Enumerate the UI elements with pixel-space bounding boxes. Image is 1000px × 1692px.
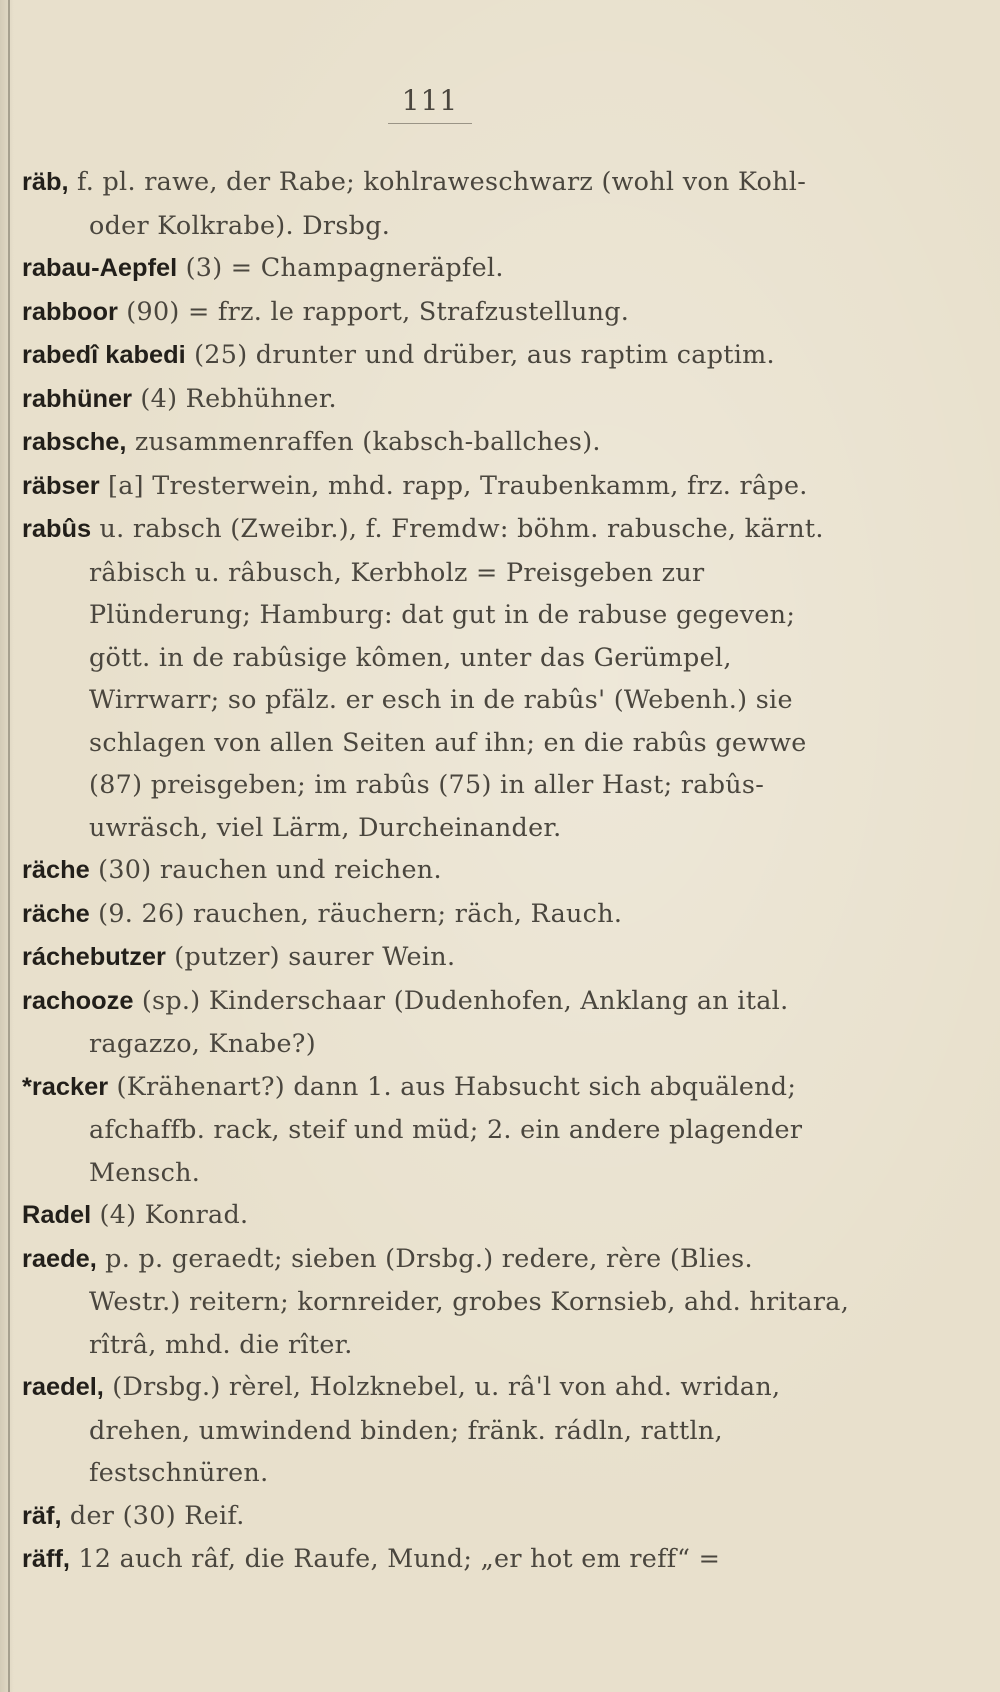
dictionary-entry xyxy=(22,979,852,1065)
entry-definition: f. pl. rawe, der Rabe; kohlraweschwarz (wohl von Kohl- oder Kolkrabe). Drsbg. xyxy=(68,166,807,240)
entry-headword: rabau-Aepfel xyxy=(22,254,178,282)
entry-headword: Radel xyxy=(22,1201,92,1229)
dictionary-entry xyxy=(22,246,852,290)
entry-headword: raedel, xyxy=(22,1373,104,1401)
entry-definition: (Drsbg.) rèrel, Holzknebel, u. râ'l von ahd. wridan, drehen, umwindend binden; fränk. rádln, rattln, festschnüren. xyxy=(89,1371,781,1487)
entry-headword: räche xyxy=(22,899,90,928)
entry-headword: rabedî kabedi xyxy=(22,341,186,369)
entry-headword: räb, xyxy=(22,168,69,196)
entry-headword: räf, xyxy=(22,1501,62,1530)
entry-headword: ráchebutzer xyxy=(22,943,166,971)
entry-definition: (9. 26) rauchen, räuchern; räch, Rauch. xyxy=(89,897,623,928)
entry-definition: p. p. geraedt; sieben (Drsbg.) redere, rère (Blies. Westr.) reitern; kornreider, grobes Kornsieb, ahd. hritara, rîtrâ, mhd. die rîter. xyxy=(89,1242,850,1359)
dictionary-entry xyxy=(22,1065,852,1194)
entry-definition: 12 auch râf, die Raufe, Mund; „er hot em reff“ = xyxy=(69,1543,721,1573)
entry-headword: *racker xyxy=(22,1072,109,1101)
entry-definition: (Krähenart?) dann 1. aus Habsucht sich abquälend; afchaffb. rack, steif und müd; 2. ein andere plagender Mensch. xyxy=(89,1070,803,1187)
entry-headword: rachooze xyxy=(22,986,134,1015)
dictionary-entry xyxy=(22,848,852,892)
dictionary-entry xyxy=(22,333,852,377)
page-number: 111 xyxy=(401,84,459,117)
entry-headword: räff, xyxy=(22,1545,70,1573)
entry-definition: zusammenraffen (kabsch-ballches). xyxy=(126,426,601,456)
entry-headword: rabûs xyxy=(22,515,92,543)
dictionary-entry xyxy=(22,1494,852,1538)
dictionary-entry xyxy=(22,1193,852,1237)
entry-definition: (4) Rebhühner. xyxy=(132,382,337,413)
dictionary-entry xyxy=(22,1237,852,1366)
entry-definition: (90) = frz. le rapport, Strafzustellung. xyxy=(117,295,630,326)
page-edge xyxy=(8,0,10,1692)
dictionary-entry xyxy=(22,1365,852,1494)
entry-headword: raede, xyxy=(22,1244,97,1273)
entry-definition: (3) = Champagneräpfel. xyxy=(177,252,504,282)
dictionary-entry xyxy=(22,892,852,936)
dictionary-entry xyxy=(22,160,852,246)
entry-definition: u. rabsch (Zweibr.), f. Fremdw: böhm. rabusche, kärnt. râbisch u. râbusch, Kerbholz = Preisgeben zur Plünderung; Hamburg: dat gut in de rabuse gegeven; gött. in de rabûsige kômen, unter das Gerümpel, Wirrwarr; so pfälz. er esch in de rabûs' (Webenh.) sie schlagen von allen Seiten auf ihn; en die rabûs gewwe (87) preisgeben; im rabûs (75) in aller Hast; rabûs-uwräsch, viel Lärm, Durcheinander. xyxy=(89,513,824,842)
dictionary-entry xyxy=(22,507,852,848)
entry-definition: (30) rauchen und reichen. xyxy=(89,854,442,884)
entry-definition: (sp.) Kinderschaar (Dudenhofen, Anklang an ital. ragazzo, Knabe?) xyxy=(89,984,789,1058)
entry-headword: räbser xyxy=(22,471,100,500)
dictionary-entry xyxy=(22,377,852,421)
dictionary-entry xyxy=(22,420,852,464)
entry-definition: (25) drunter und drüber, aus raptim captim. xyxy=(185,339,775,369)
entry-headword: rabhüner xyxy=(22,384,133,413)
entry-headword: rabboor xyxy=(22,297,118,326)
entry-definition: [a] Tresterwein, mhd. rapp, Traubenkamm, frz. râpe. xyxy=(99,469,808,500)
entry-headword: rabsche, xyxy=(22,428,127,456)
entry-definition: (putzer) saurer Wein. xyxy=(165,941,456,971)
dictionary-entry xyxy=(22,464,852,508)
entry-headword: räche xyxy=(22,856,90,884)
header-rule xyxy=(388,123,472,124)
entry-definition: der (30) Reif. xyxy=(61,1499,245,1530)
dictionary-entries xyxy=(22,160,852,1581)
dictionary-entry xyxy=(22,1537,852,1581)
dictionary-entry xyxy=(22,935,852,979)
dictionary-entry xyxy=(22,290,852,334)
entry-definition: (4) Konrad. xyxy=(91,1199,249,1229)
